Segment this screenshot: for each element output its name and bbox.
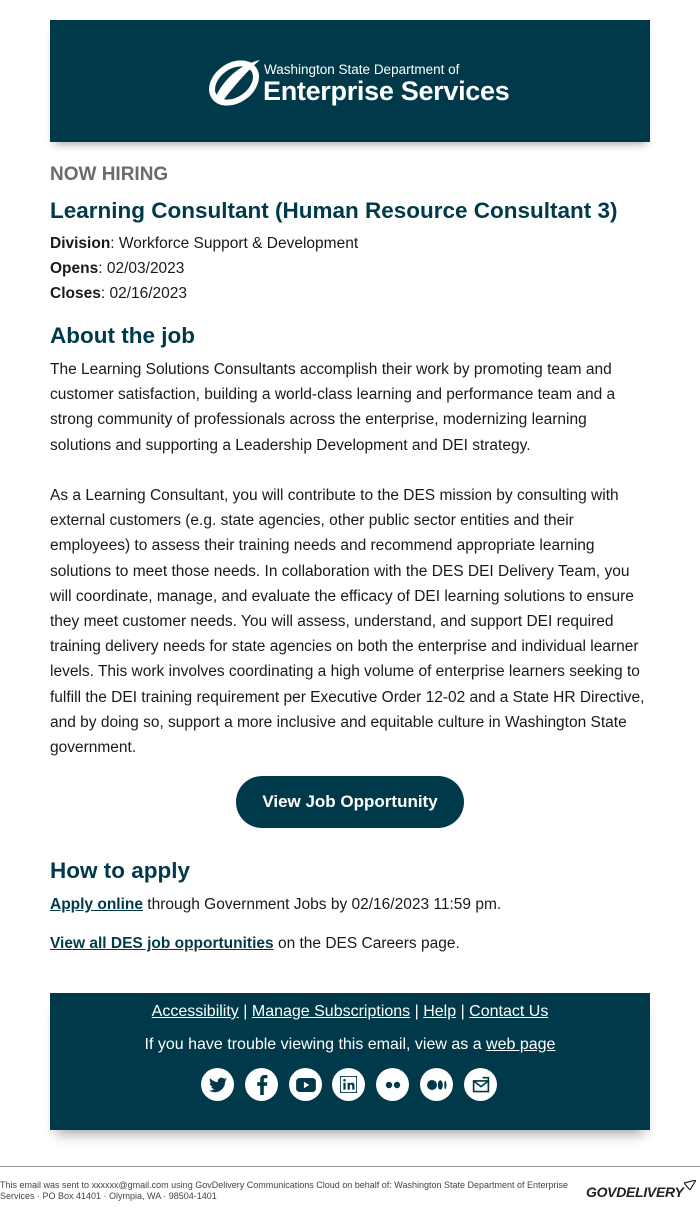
govdelivery-wordmark: GOVDELIVERY	[586, 1184, 684, 1200]
logo-title: Enterprise Services	[263, 76, 510, 106]
email-footer	[50, 993, 650, 1130]
apply-online-text: through Government Jobs by 02/16/2023 11:59 pm.	[143, 896, 502, 913]
job-title: Learning Consultant (Human Resource Consultant 3)	[50, 198, 618, 223]
help-link[interactable]: Help	[423, 1003, 457, 1020]
closes-label: Closes	[50, 285, 101, 302]
medium-icon[interactable]	[420, 1068, 453, 1101]
email-header-banner	[50, 20, 650, 142]
youtube-icon[interactable]	[289, 1068, 322, 1101]
flickr-icon[interactable]	[376, 1068, 409, 1101]
web-version-note	[50, 1036, 650, 1054]
footer-links	[50, 1003, 650, 1021]
how-to-apply-heading: How to apply	[50, 858, 190, 883]
division-line	[50, 235, 358, 253]
footer-separator: |	[456, 1003, 470, 1020]
email-icon[interactable]	[464, 1068, 497, 1101]
logo-subtitle: Washington State Department of	[264, 62, 460, 77]
about-paragraph-2: As a Learning Consultant, you will contribute to the DES mission by consulting with external customers (e.g. state agencies, other public sector entities and their employees) to assess their training needs and recommend appropriate learning solutions to meet those needs. In collaboration with the DES DEI Delivery Team, you will coordinate, manage, and evaluate the efficacy of DEI learning solutions to ensure they meet customer needs. You will assess, understand, and support DEI required training delivery needs for state agencies on both the enterprise and individual learner levels. This work involves coordinating a high volume of enterprise learners seeking to fulfill the DEI training requirement per Executive Order 12-02 and a State HR Directive, and by doing so, support a more inclusive and equitable culture in Washington State government.	[50, 487, 645, 757]
view-all-jobs-line	[50, 935, 460, 953]
facebook-icon[interactable]	[245, 1068, 278, 1101]
envelope-icon	[684, 1180, 696, 1190]
govdelivery-logo[interactable]	[586, 1180, 696, 1202]
web-version-text: If you have trouble viewing this email, view as a	[144, 1036, 487, 1053]
view-job-opportunity-button[interactable]: View Job Opportunity	[236, 776, 464, 828]
des-logo[interactable]	[208, 56, 508, 112]
footer-separator: |	[238, 1003, 252, 1020]
closes-value: : 02/16/2023	[100, 285, 188, 302]
division-value: : Workforce Support & Development	[110, 235, 359, 252]
manage-subscriptions-link[interactable]: Manage Subscriptions	[251, 1003, 411, 1020]
footer-separator: |	[410, 1003, 424, 1020]
about-heading: About the job	[50, 323, 195, 348]
view-all-jobs-text: on the DES Careers page.	[273, 935, 460, 952]
accessibility-link[interactable]: Accessibility	[151, 1003, 239, 1020]
division-label: Division	[50, 235, 111, 252]
about-paragraph-1: The Learning Solutions Consultants accomplish their work by promoting team and customer satisfaction, building a world-class learning and performance team and a strong community of professionals across the enterprise, modernizing learning solutions and supporting a Leadership Development and DEI strategy.	[50, 361, 616, 454]
contact-us-link[interactable]: Contact Us	[469, 1003, 549, 1020]
closes-line	[50, 285, 187, 303]
des-swoosh-icon	[208, 56, 264, 106]
view-all-jobs-link[interactable]: View all DES job opportunities	[50, 935, 274, 952]
opens-value: : 02/03/2023	[98, 260, 185, 277]
apply-online-line	[50, 896, 501, 914]
apply-online-link[interactable]: Apply online	[50, 896, 143, 913]
divider	[0, 1166, 700, 1167]
now-hiring-label: NOW HIRING	[50, 164, 169, 185]
web-page-link[interactable]: web page	[486, 1036, 556, 1053]
twitter-icon[interactable]	[201, 1068, 234, 1101]
social-icons	[201, 1068, 501, 1102]
opens-line	[50, 260, 184, 278]
linkedin-icon[interactable]	[332, 1068, 365, 1101]
email-disclaimer: This email was sent to xxxxxx@gmail.com using GovDelivery Communications Cloud on behalf of: Washington State Department of Enterprise Services · PO Box 41401 · Olympia, WA · 98504-1401	[0, 1180, 569, 1201]
opens-label: Opens	[50, 260, 99, 277]
